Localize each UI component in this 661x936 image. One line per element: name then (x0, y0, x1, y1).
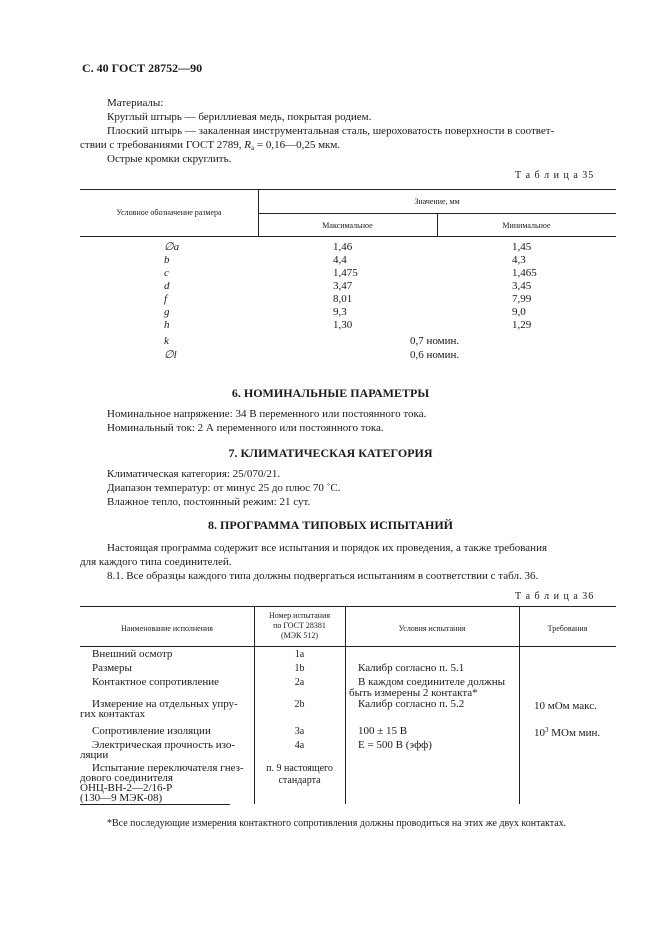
table36-row-number: 2а (294, 677, 305, 688)
table35-row-min: 9,0 (512, 306, 526, 318)
table36-col-conditions: Условия испытания (398, 624, 466, 633)
footnote: *Все последующие измерения контактного сопротивления должны проводиться на этих же двух контактах. (107, 818, 567, 829)
table35-row-min: 1,465 (512, 267, 537, 279)
table36-row-number: 1b (294, 663, 305, 674)
table35-row-label: g (164, 306, 170, 318)
section7-line1: Климатическая категория: 25/070/21. (107, 468, 281, 480)
table35-row-max: 3,47 (333, 280, 353, 292)
table35-nominal-value: 0,6 номин. (410, 349, 460, 361)
section7-line3: Влажное тепло, постоянный режим: 21 сут. (107, 496, 311, 508)
table35-row-label: d (164, 280, 170, 292)
materials-line1: Круглый штырь — бериллиевая медь, покрытая родием. (107, 111, 372, 123)
table36-row-requirement (534, 726, 600, 740)
table35-row-label: b (164, 254, 170, 266)
roughness-subscript: a (251, 144, 255, 152)
table36-row-name: ОНЦ-ВН-2—2/16-Р (80, 782, 173, 794)
table35-row-min: 1,45 (512, 241, 532, 253)
roughness-symbol: R (244, 139, 252, 151)
page-header: С. 40 ГОСТ 28752—90 (82, 61, 203, 75)
materials-line2a: Плоский штырь — закаленная инструментальная сталь, шероховатость поверхности в соответ- (107, 125, 555, 137)
table36-row-conditions: 100 ± 15 В (358, 725, 408, 737)
table35-nominal-label: ∅l (164, 349, 177, 361)
section6-line2: Номинальный ток: 2 А переменного или постоянного тока. (107, 422, 384, 434)
table35-col-max: Максимальное (322, 221, 373, 230)
table36-row-name: Электрическая прочность изо- (92, 739, 236, 751)
table35-row-max: 1,46 (333, 241, 353, 253)
table36-row-requirement: 10 мОм макс. (534, 700, 597, 712)
table36-row-number: 3а (294, 726, 305, 737)
table35-nominal-label: k (164, 335, 169, 347)
table36-row-number: п. 9 настоящего (266, 763, 333, 774)
table36-row-name: ляции (80, 749, 109, 761)
materials-title: Материалы: (107, 97, 164, 109)
materials-line2b-pre: ствии с требованиями ГОСТ 2789, (80, 139, 242, 151)
table36-row-conditions: Калибр согласно п. 5.1 (358, 662, 465, 674)
table36-row-name: дового соединителя (80, 772, 173, 784)
table36-row-name: Контактное сопротивление (92, 676, 220, 688)
table36-col-number-1: Номер испытания (268, 611, 331, 620)
section6-heading: 6. НОМИНАЛЬНЫЕ ПАРАМЕТРЫ (231, 386, 430, 400)
table35-row-min: 4,3 (512, 254, 526, 266)
table35-row-max: 4,4 (333, 254, 347, 266)
table35-row-min: 1,29 (512, 319, 532, 331)
requirement-unit: МОм мин. (548, 727, 601, 739)
table35-col-label: Условное обозначение размера (116, 208, 222, 217)
table36-col-number-3: (МЭК 512) (280, 631, 319, 640)
table35-caption: Т а б л и ц а 35 (515, 170, 595, 181)
table36-row-name: Размеры (92, 662, 132, 674)
table35-row-label: c (164, 267, 169, 279)
table35-row-min: 3,45 (512, 280, 532, 292)
table36-row-conditions: быть измерены 2 контакта* (349, 687, 478, 699)
table35-row-label: h (164, 319, 170, 331)
table36-row-name: Испытание переключателя гнез- (92, 762, 244, 774)
table35-row-max: 9,3 (333, 306, 347, 318)
table36-caption: Т а б л и ц а 36 (515, 591, 595, 602)
table35-col-min: Минимальное (502, 221, 551, 230)
section6-line1: Номинальное напряжение: 34 В переменного или постоянного тока. (107, 408, 427, 420)
table36-row-name: Сопротивление изоляции (92, 725, 211, 737)
table35-row-max: 8,01 (333, 293, 353, 305)
materials-line2b-post: = 0,16—0,25 мкм. (256, 139, 341, 151)
table36-row-number: 4а (294, 740, 305, 751)
table36-row-name: Измерение на отдельных упру- (92, 698, 238, 710)
section7-heading: 7. КЛИМАТИЧЕСКАЯ КАТЕГОРИЯ (228, 446, 433, 460)
table35-col-value: Значение, мм (414, 197, 460, 206)
table36-row-number: стандарта (278, 775, 321, 786)
table35-nominal-value: 0,7 номин. (410, 335, 460, 347)
table36-row-name: Внешний осмотр (92, 648, 173, 660)
table36-col-requirements: Требования (547, 624, 588, 633)
table35-row-label: f (164, 293, 168, 305)
table36-row-name: гих контактах (80, 708, 146, 720)
table36-col-number-2: по ГОСТ 28381 (273, 621, 326, 630)
table36-row-conditions: В каждом соединителе должны (358, 676, 505, 688)
requirement-exponent: 3 (545, 726, 549, 734)
table35-row-max: 1,475 (333, 267, 358, 279)
section8-para1b: для каждого типа соединителей. (80, 556, 232, 568)
section7-line2: Диапазон температур: от минус 25 до плюс 70 ˚С. (107, 482, 341, 494)
table36-row-conditions: Е = 500 В (эфф) (358, 739, 432, 751)
table36-row-number: 2b (294, 699, 305, 710)
section8-para2: 8.1. Все образцы каждого типа должны подвергаться испытаниям в соответствии с табл. 36. (107, 570, 539, 582)
table36-row-number: 1а (294, 649, 305, 660)
table35-row-max: 1,30 (333, 319, 353, 331)
section8-para1a: Настоящая программа содержит все испытания и порядок их проведения, а также требования (107, 542, 548, 554)
table35-row-label: ∅a (164, 241, 180, 253)
table36-col-name: Наименование исполнения (121, 624, 213, 633)
table36-row-conditions: Калибр согласно п. 5.2 (358, 698, 465, 710)
materials-line2b (80, 138, 340, 152)
requirement-base: 10 (534, 727, 545, 739)
table36-row-name: (130—9 МЭК-08) (80, 792, 163, 804)
section8-heading: 8. ПРОГРАММА ТИПОВЫХ ИСПЫТАНИЙ (208, 518, 453, 532)
materials-line3: Острые кромки скруглить. (107, 153, 232, 165)
table35-row-min: 7,99 (512, 293, 532, 305)
